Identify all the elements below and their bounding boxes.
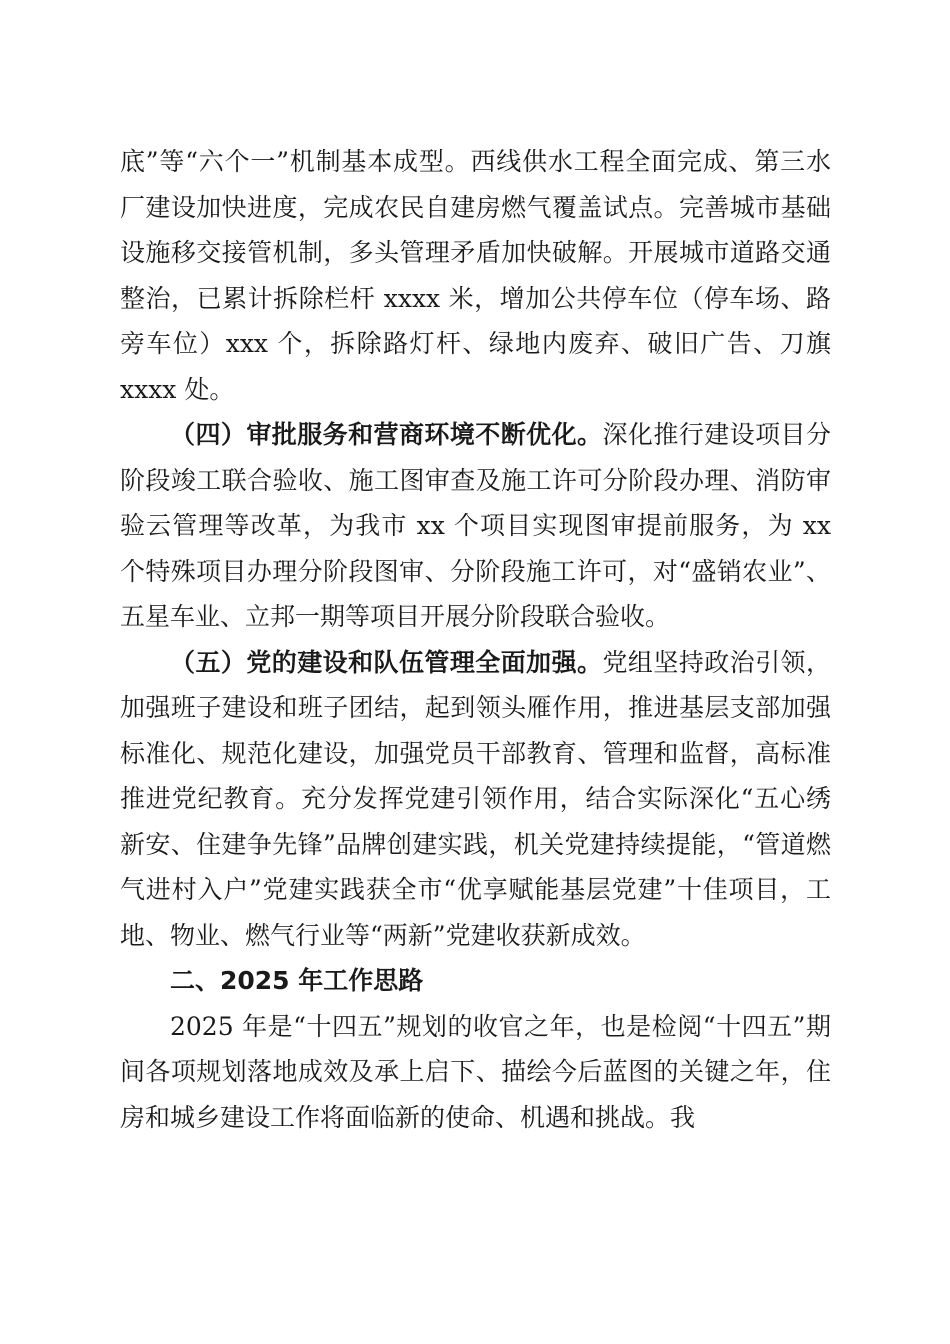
paragraph-lead-party: （五）党的建设和队伍管理全面加强。: [170, 647, 603, 677]
paragraph-body-party: 党组坚持政治引领，加强班子建设和班子团结，起到领头雁作用，推进基层支部加强标准化、规范化建设，加强党员干部教育、管理和监督，高标准推进党纪教育。充分发挥党建引领作用，结合实际深化“五心绣新安、住建争先锋”品牌创建实践，机关党建持续提能，“管道燃气进村入户”党建实践获全市“优享赋能基层党建”十佳项目，工地、物业、燃气行业等“两新”党建收获新成效。: [120, 647, 831, 950]
document-page: [120, 139, 831, 1140]
paragraph-lead-approval: （四）审批服务和营商环境不断优化。: [170, 420, 603, 449]
paragraph-infrastructure: 底”等“六个一”机制基本成型。西线供水工程全面完成、第三水厂建设加快进度，完成农民自建房燃气覆盖试点。完善城市基础设施移交接管机制，多头管理矛盾加快破解。开展城市道路交通整治，已累计拆除栏杆 xxxx 米，增加公共停车位（停车场、路旁车位）xxx 个，拆除路灯杆、绿地内废弃、破旧广告、刀旗 xxxx 处。: [120, 147, 831, 404]
paragraph-body-approval: 深化推行建设项目分阶段竣工联合验收、施工图审查及施工许可分阶段办理、消防审验云管理等改革，为我市 xx 个项目实现图审提前服务，为 xx 个特殊项目办理分阶段图审、分阶段施工许可，对“盛销农业”、五星车业、立邦一期等项目开展分阶段联合验收。: [120, 420, 831, 631]
paragraph-2025-outlook: 2025 年是“十四五”规划的收官之年，也是检阅“十四五”期间各项规划落地成效及承上启下、描绘今后蓝图的关键之年，住房和城乡建设工作将面临新的使命、机遇和挑战。我: [120, 1011, 831, 1132]
paragraph-approval-services: [120, 412, 831, 640]
paragraph-party-building: [120, 640, 831, 959]
section-heading: 二、2025 年工作思路: [170, 966, 424, 995]
